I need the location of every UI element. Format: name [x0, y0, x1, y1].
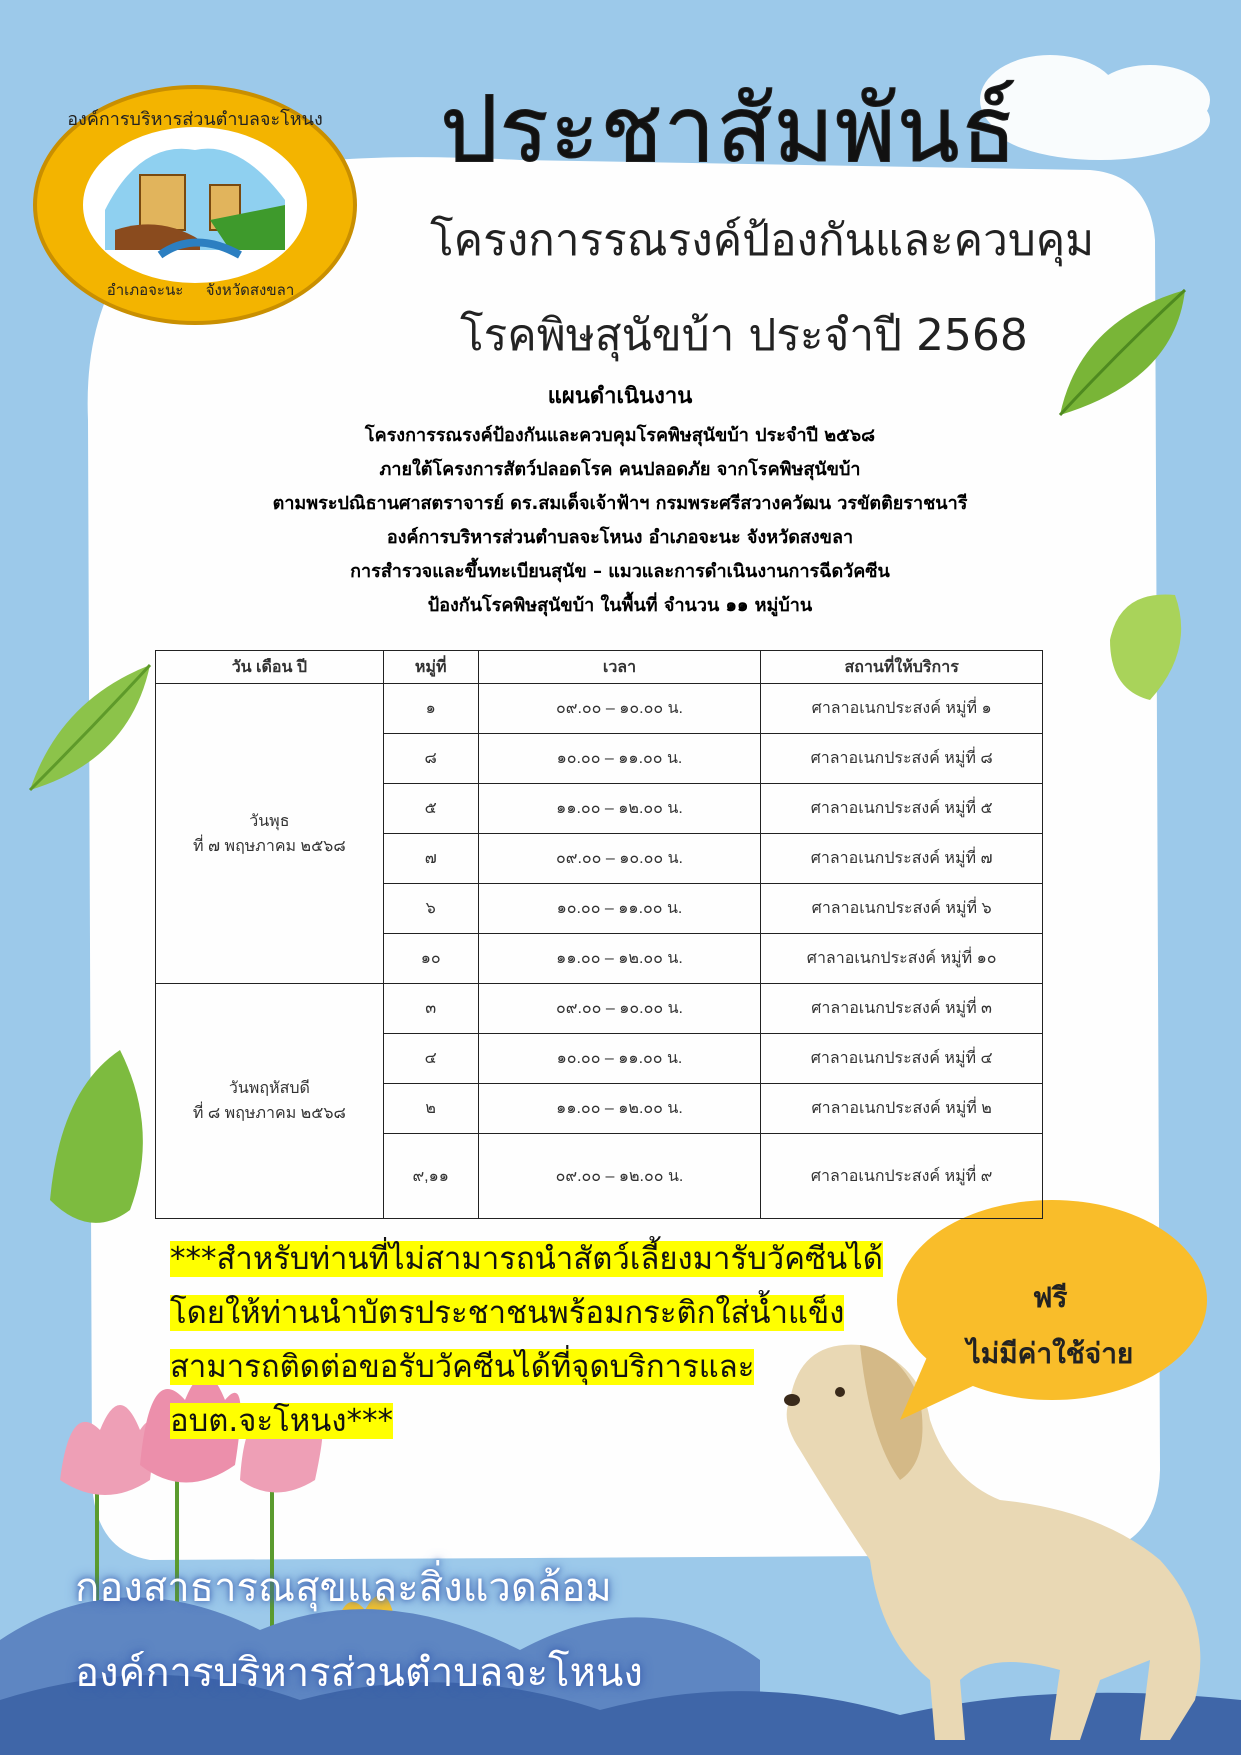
header-date: วัน เดือน ปี [156, 651, 384, 684]
moo-cell: ๖ [383, 884, 478, 934]
place-cell: ศาลาอเนกประสงค์ หมู่ที่ ๑๐ [761, 934, 1043, 984]
moo-cell: ๗ [383, 834, 478, 884]
plan-line: ป้องกันโรคพิษสุนัขบ้า ในพื้นที่ จำนวน ๑๑ หมู่บ้าน [427, 595, 813, 616]
date-cell [156, 984, 384, 1219]
subtitle-line-2: โรคพิษสุนัขบ้า ประจำปี 2568 [460, 310, 1028, 361]
badge-free: ฟรี [1032, 1281, 1068, 1314]
note-line: อบต.จะโหนง*** [170, 1403, 394, 1439]
moo-cell: ๙,๑๑ [383, 1134, 478, 1219]
place-cell: ศาลาอเนกประสงค์ หมู่ที่ ๖ [761, 884, 1043, 934]
logo-province-text: จังหวัดสงขลา [205, 281, 295, 299]
moo-cell: ๓ [383, 984, 478, 1034]
header-time: เวลา [478, 651, 761, 684]
table-row [156, 684, 1043, 734]
note-line: สามารถติดต่อขอรับวัคซีนได้ที่จุดบริการและ [170, 1349, 755, 1385]
time-cell: ๐๙.๐๐ – ๑๐.๐๐ น. [478, 684, 761, 734]
place-cell: ศาลาอเนกประสงค์ หมู่ที่ ๔ [761, 1034, 1043, 1084]
place-cell: ศาลาอเนกประสงค์ หมู่ที่ ๕ [761, 784, 1043, 834]
plan-section [150, 378, 1090, 623]
header-moo: หมู่ที่ [383, 651, 478, 684]
note-line: ***สำหรับท่านที่ไม่สามารถนำสัตว์เลี้ยงมารับวัคซีนได้ [170, 1241, 883, 1277]
free-badge [915, 1270, 1185, 1382]
table-header-row [156, 651, 1043, 684]
plan-heading: แผนดำเนินงาน [547, 384, 693, 409]
time-cell: ๑๑.๐๐ – ๑๒.๐๐ น. [478, 784, 761, 834]
place-cell: ศาลาอเนกประสงค์ หมู่ที่ ๒ [761, 1084, 1043, 1134]
plan-line: องค์การบริหารส่วนตำบลจะโหนง อำเภอจะนะ จังหวัดสงขลา [386, 527, 854, 548]
main-title: ประชาสัมพันธ์ [440, 76, 1018, 183]
plan-line: การสำรวจและขึ้นทะเบียนสุนัข – แมวและการดำเนินงานการฉีดวัคซีน [350, 561, 890, 582]
footer-department: กองสาธารณสุขและสิ่งแวดล้อม [75, 1565, 612, 1611]
subtitle-line-1: โครงการรณรงค์ป้องกันและควบคุม [430, 215, 1095, 266]
note-line: โดยให้ท่านนำบัตรประชาชนพร้อมกระติกใส่น้ำแข็ง [170, 1295, 845, 1331]
time-cell: ๑๑.๐๐ – ๑๒.๐๐ น. [478, 1084, 761, 1134]
moo-cell: ๒ [383, 1084, 478, 1134]
time-cell: ๑๐.๐๐ – ๑๑.๐๐ น. [478, 734, 761, 784]
plan-line: โครงการรณรงค์ป้องกันและควบคุมโรคพิษสุนัขบ้า ประจำปี ๒๕๖๘ [364, 425, 876, 446]
place-cell: ศาลาอเนกประสงค์ หมู่ที่ ๗ [761, 834, 1043, 884]
date-cell [156, 684, 384, 984]
moo-cell: ๕ [383, 784, 478, 834]
organization-logo [30, 80, 360, 330]
day-label: วันพุธ [249, 812, 290, 830]
place-cell: ศาลาอเนกประสงค์ หมู่ที่ ๑ [761, 684, 1043, 734]
badge-no-cost: ไม่มีค่าใช้จ่าย [966, 1337, 1134, 1370]
time-cell: ๐๙.๐๐ – ๑๐.๐๐ น. [478, 984, 761, 1034]
time-cell: ๑๐.๐๐ – ๑๑.๐๐ น. [478, 1034, 761, 1084]
header-place: สถานที่ให้บริการ [761, 651, 1043, 684]
schedule-table [155, 650, 1043, 1219]
day-label: วันพฤหัสบดี [228, 1080, 310, 1097]
place-cell: ศาลาอเนกประสงค์ หมู่ที่ ๘ [761, 734, 1043, 784]
moo-cell: ๘ [383, 734, 478, 784]
moo-cell: ๔ [383, 1034, 478, 1084]
time-cell: ๐๙.๐๐ – ๑๐.๐๐ น. [478, 834, 761, 884]
logo-top-text: องค์การบริหารส่วนตำบลจะโหนง [67, 109, 323, 130]
date-label: ที่ ๗ พฤษภาคม ๒๕๖๘ [193, 837, 346, 855]
time-cell: ๐๙.๐๐ – ๑๒.๐๐ น. [478, 1134, 761, 1219]
logo-district-text: อำเภอจะนะ [106, 281, 184, 299]
time-cell: ๑๑.๐๐ – ๑๒.๐๐ น. [478, 934, 761, 984]
date-label: ที่ ๘ พฤษภาคม ๒๕๖๘ [192, 1105, 346, 1122]
footer-organization: องค์การบริหารส่วนตำบลจะโหนง [75, 1650, 643, 1696]
highlight-note [170, 1232, 930, 1448]
place-cell: ศาลาอเนกประสงค์ หมู่ที่ ๙ [761, 1134, 1043, 1219]
time-cell: ๑๐.๐๐ – ๑๑.๐๐ น. [478, 884, 761, 934]
moo-cell: ๑๐ [383, 934, 478, 984]
moo-cell: ๑ [383, 684, 478, 734]
place-cell: ศาลาอเนกประสงค์ หมู่ที่ ๓ [761, 984, 1043, 1034]
plan-line: ตามพระปณิธานศาสตราจารย์ ดร.สมเด็จเจ้าฟ้าฯ กรมพระศรีสวางควัฒน วรขัตติยราชนารี [272, 493, 968, 514]
plan-line: ภายใต้โครงการสัตว์ปลอดโรค คนปลอดภัย จากโรคพิษสุนัขบ้า [379, 459, 861, 480]
table-row [156, 984, 1043, 1034]
